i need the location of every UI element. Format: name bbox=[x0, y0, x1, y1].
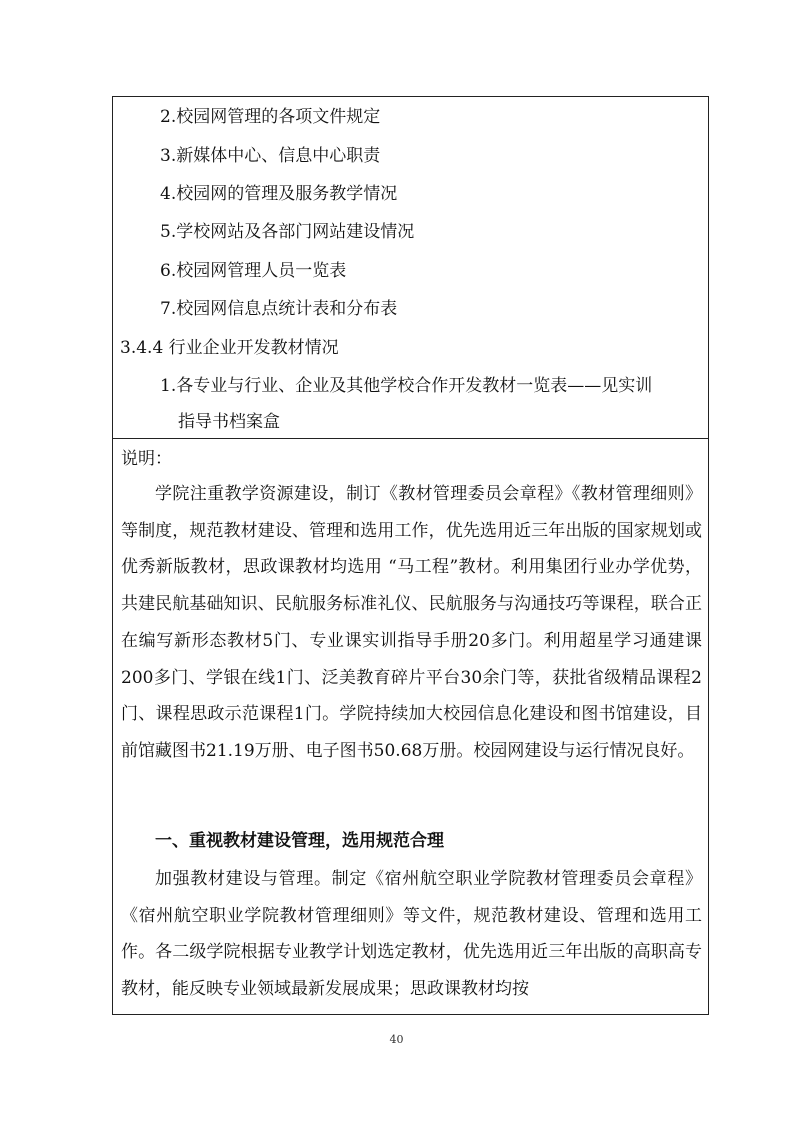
list-item: 3.新媒体中心、信息中心职责 bbox=[160, 146, 381, 166]
list-item: 2.校园网管理的各项文件规定 bbox=[160, 107, 381, 127]
list-item: 5.学校网站及各部门网站建设情况 bbox=[160, 222, 415, 242]
subsection-title: 3.4.4 行业企业开发教材情况 bbox=[120, 338, 339, 358]
page-number: 40 bbox=[389, 1033, 404, 1046]
list-item: 6.校园网管理人员一览表 bbox=[160, 261, 347, 281]
list-item: 4.校园网的管理及服务教学情况 bbox=[160, 184, 398, 204]
explanation-cell bbox=[113, 439, 708, 1014]
subsection-item: 1.各专业与行业、企业及其他学校合作开发教材一览表——见实训 bbox=[160, 376, 653, 396]
document-table bbox=[112, 96, 709, 1015]
subsection-item-continued: 指导书档案盒 bbox=[178, 412, 280, 432]
materials-list-cell bbox=[113, 97, 708, 439]
explanation-paragraph: 学院注重教学资源建设，制订《教材管理委员会章程》《教材管理细则》等制度，规范教材建设、管理和选用工作，优先选用近三年出版的国家规划或优秀新版教材，思政课教材均选用 “马工程”教材。利用集团行业办学优势，共建民航基础知识、民航服务标准礼仪、民航服务与沟通技巧等课程，联合正在编写新形态教材5门、专业课实训指导手册20多门。利用超星学习通建课200多门、学银在线1门、泛美教育碎片平台30余门等，获批省级精品课程2门、课程思政示范课程1门。学院持续加大校园信息化建设和图书馆建设，目前馆藏图书21.19万册、电子图书50.68万册。校园网建设与运行情况良好。 bbox=[121, 484, 702, 761]
explanation-paragraph: 加强教材建设与管理。制定《宿州航空职业学院教材管理委员会章程》《宿州航空职业学院教材管理细则》等文件，规范教材建设、管理和选用工作。各二级学院根据专业教学计划选定教材，优先选用近三年出版的高职高专教材，能反映专业领域最新发展成果；思政课教材均按 bbox=[121, 869, 702, 1000]
list-item: 7.校园网信息点统计表和分布表 bbox=[160, 299, 398, 319]
section-heading: 一、重视教材建设管理，选用规范合理 bbox=[155, 831, 444, 851]
explanation-label: 说明： bbox=[121, 449, 172, 469]
